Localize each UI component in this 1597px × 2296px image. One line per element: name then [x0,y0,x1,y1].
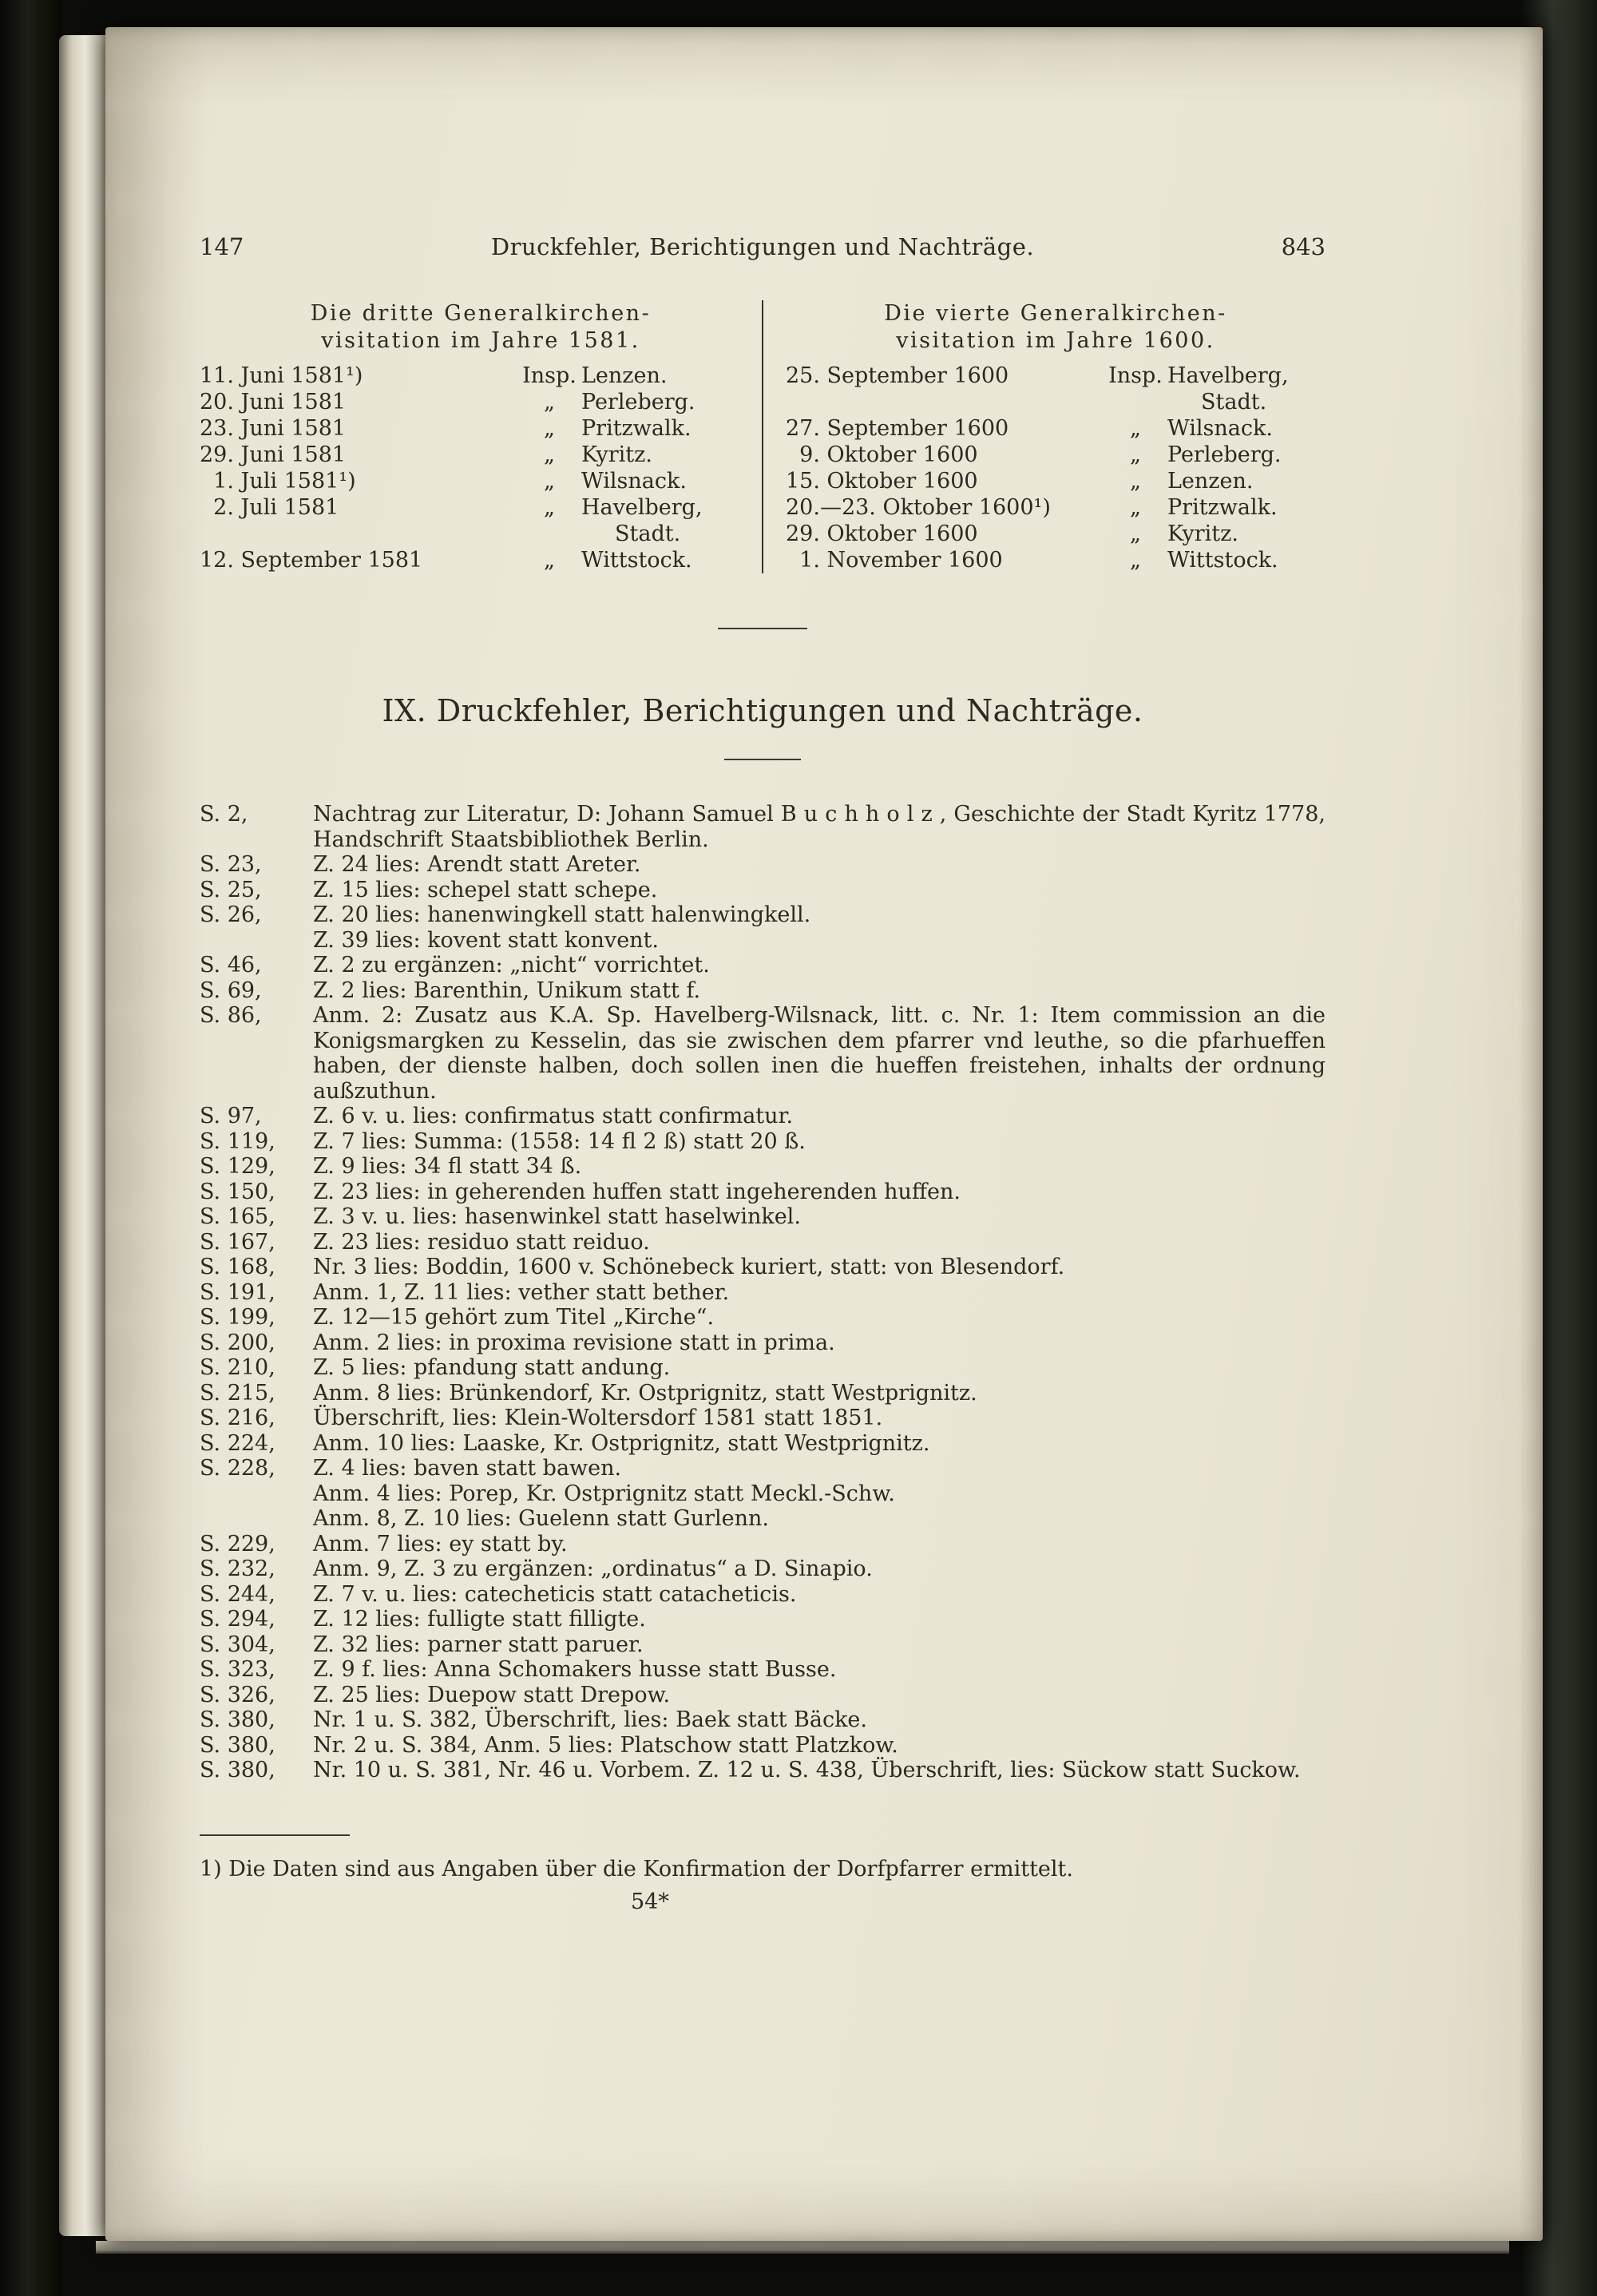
erratum-page-label: S. 380, [200,1707,275,1732]
visitation-title-line1: Die dritte Generalkirchen- [310,301,652,326]
inspection-name: Kyritz. [1167,521,1238,546]
visitation-date: 9. Oktober 1600 [786,442,978,467]
erratum-text: Z. 9 f. lies: Anna Schomakers husse statt Busse. [313,1657,837,1682]
visitation-row [200,363,762,389]
erratum-text: Anm. 9, Z. 3 zu ergänzen: „ordinatus“ a D. Sinapio. [313,1556,873,1581]
erratum-text: Z. 12 lies: fulligte statt filligte. [313,1607,646,1632]
visitation-row [786,547,1326,573]
page-number-right: 843 [1281,233,1326,260]
separator-rule-top [718,628,807,629]
erratum-item [200,1330,1326,1356]
page-stack-edge-bottom [96,2241,1509,2254]
visitation-date: 11. Juni 1581¹) [200,363,363,388]
erratum-page-label: S. 216, [200,1406,275,1430]
erratum-page-label: S. 167, [200,1229,275,1255]
inspection-name-group [581,363,762,389]
inspection-name: Wittstock. [1167,548,1278,573]
page-header [200,233,1326,260]
erratum-text: Nr. 2 u. S. 384, Anm. 5 lies: Platschow statt Platzkow. [313,1732,898,1758]
visitation-date: 1. Juli 1581¹) [200,469,356,494]
erratum-item [200,1180,1326,1205]
inspection-name-group [1167,442,1326,468]
inspection-name: Perleberg. [581,390,695,414]
erratum-item [200,1532,1326,1557]
inspection-name: Lenzen. [581,363,668,388]
erratum-item [200,1556,1326,1582]
inspection-name-group [581,468,762,494]
erratum-text: Anm. 2: Zusatz aus K.A. Sp. Havelberg-Wilsnack, litt. c. Nr. 1: Item commission an die Konigsmargken zu Kesselin, das sie zwischen dem pfarrer vnd leuthe, so die pfarhueffen haben, der dienste halben, doch sollen inen die hueffen freistehen, inhalts der ordnung außzuthun. [313,1003,1326,1104]
erratum-item [200,1230,1326,1255]
inspection-name: Wilsnack. [1167,416,1273,441]
visitation-rows-1600 [786,363,1326,573]
erratum-item [200,802,1326,852]
erratum-item [200,1758,1326,1783]
erratum-item [200,878,1326,903]
erratum-page-label: S. 228, [200,1456,275,1481]
inspection-prefix: „ [544,442,555,467]
erratum-item [200,852,1326,878]
inspection-name-group [1167,494,1326,521]
inspection-name-group [1167,415,1326,442]
erratum-text: Anm. 4 lies: Porep, Kr. Ostprignitz statt Meckl.-Schw. [313,1481,895,1506]
visitation-row [200,468,762,494]
visitation-row [200,547,762,573]
erratum-text: Z. 25 lies: Duepow statt Drepow. [313,1682,671,1707]
inspection-name-group [1167,468,1326,494]
inspection-name: Wilsnack. [581,469,687,494]
inspection-prefix: „ [544,469,555,494]
visitation-date: 23. Juni 1581 [200,416,347,441]
inspection-name-group [1167,547,1326,573]
erratum-item [200,1607,1326,1632]
erratum-text: Z. 24 lies: Arendt statt Areter. [313,852,641,877]
visitation-title-line2: visitation im Jahre 1600. [896,328,1215,353]
visitation-row [786,468,1326,494]
page-number-left: 147 [200,233,244,260]
erratum-text: Anm. 8 lies: Brünkendorf, Kr. Ostprignitz, statt Westprignitz. [313,1380,977,1406]
inspection-prefix: Insp. [522,363,577,388]
erratum-page-label: S. 25, [200,877,262,902]
page-stack-edge-left [59,35,107,2236]
erratum-text: Z. 20 lies: hanenwingkell statt halenwingkell. [313,902,811,927]
visitation-row [200,442,762,468]
erratum-page-label: S. 294, [200,1607,275,1632]
inspection-name-group [581,442,762,468]
inspection-name: Kyritz. [581,442,652,467]
inspection-name-group [581,494,762,547]
erratum-item [200,978,1326,1004]
inspection-name: Havelberg, [581,495,703,520]
erratum-text: Anm. 10 lies: Laaske, Kr. Ostprignitz, statt Westprignitz. [313,1430,930,1456]
inspection-name: Pritzwalk. [581,416,692,441]
visitation-rows-1581 [200,363,762,573]
erratum-text: Z. 2 zu ergänzen: „nicht“ vorrichtet. [313,953,710,977]
erratum-text: Anm. 7 lies: ey statt by. [313,1531,568,1556]
erratum-item [200,1506,1326,1532]
erratum-text: Z. 9 lies: 34 fl statt 34 ß. [313,1154,582,1179]
visitation-date: 27. September 1600 [786,416,1009,441]
erratum-page-label: S. 232, [200,1556,275,1581]
inspection-name-group [1167,521,1326,547]
visitation-row [200,389,762,415]
erratum-page-label: S. 168, [200,1255,275,1279]
erratum-text: Anm. 2 lies: in proxima revisione statt in prima. [313,1330,835,1355]
page-content [200,233,1326,1914]
erratum-page-label: S. 380, [200,1758,275,1782]
erratum-page-label: S. 200, [200,1330,275,1355]
visitation-date: 15. Oktober 1600 [786,469,978,494]
erratum-item [200,1707,1326,1733]
erratum-page-label: S. 326, [200,1682,275,1707]
erratum-text: Z. 23 lies: in geherenden huffen statt ingeherenden huffen. [313,1179,961,1204]
visitation-row [786,521,1326,547]
inspection-prefix: Insp. [1108,363,1163,388]
visitation-title-1581 [200,300,762,355]
visitation-row [200,494,762,547]
erratum-item [200,1154,1326,1180]
erratum-page-label: S. 69, [200,977,262,1003]
erratum-page-label: S. 224, [200,1430,275,1456]
visitation-date: 2. Juli 1581 [200,495,339,520]
erratum-text: Z. 7 lies: Summa: (1558: 14 fl 2 ß) statt 20 ß. [313,1128,806,1154]
erratum-item [200,928,1326,954]
erratum-page-label: S. 129, [200,1154,275,1179]
visitation-title-line1: Die vierte Generalkirchen- [884,301,1227,326]
inspection-name-group [581,415,762,442]
visitation-date: 29. Oktober 1600 [786,521,978,546]
inspection-prefix: „ [1130,495,1141,520]
erratum-text: Z. 7 v. u. lies: catecheticis statt catacheticis. [313,1581,797,1607]
inspection-prefix: „ [1130,521,1141,546]
erratum-page-label: S. 244, [200,1581,275,1607]
erratum-item [200,1280,1326,1306]
inspection-prefix: „ [1130,442,1141,467]
erratum-text: Nachtrag zur Literatur, D: Johann Samuel B u c h h o l z , Geschichte der Stadt Kyritz 1778, Handschrift Staatsbibliothek Berlin. [313,802,1326,852]
visitation-table [200,300,1326,573]
inspection-name: Perleberg. [1167,442,1282,467]
erratum-text: Anm. 8, Z. 10 lies: Guelenn statt Gurlenn. [313,1506,770,1531]
erratum-item [200,1481,1326,1507]
erratum-text: Z. 39 lies: kovent statt konvent. [313,927,659,953]
erratum-text: Anm. 1, Z. 11 lies: vether statt bether. [313,1279,730,1305]
visitation-date: 20. Juni 1581 [200,390,347,414]
book-cover-left [0,0,62,2296]
erratum-item [200,1003,1326,1104]
inspection-name: Wittstock. [581,548,692,573]
erratum-page-label: S. 86, [200,1003,262,1028]
signature-mark: 54* [631,1889,669,1914]
visitation-row [200,415,762,442]
erratum-text: Z. 2 lies: Barenthin, Unikum statt f. [313,977,701,1003]
inspection-prefix: „ [1130,416,1141,441]
erratum-page-label: S. 2, [200,802,248,827]
inspection-name-group [581,547,762,573]
inspection-prefix: „ [544,416,555,441]
running-title: Druckfehler, Berichtigungen und Nachträge. [490,233,1035,260]
erratum-page-label: S. 191, [200,1279,275,1305]
visitation-row [786,415,1326,442]
erratum-item [200,1582,1326,1608]
inspection-prefix: „ [544,548,555,573]
erratum-text: Z. 6 v. u. lies: confirmatus statt confirmatur. [313,1104,794,1128]
inspection-name-line2: Stadt. [1201,390,1267,414]
erratum-text: Nr. 10 u. S. 381, Nr. 46 u. Vorbem. Z. 12 u. S. 438, Überschrift, lies: Sückow statt Suckow. [313,1758,1301,1782]
erratum-page-label: S. 323, [200,1657,275,1682]
visitation-date: 25. September 1600 [786,363,1009,388]
erratum-text: Z. 32 lies: parner statt paruer. [313,1632,644,1657]
erratum-item [200,1305,1326,1330]
visitation-column-1600 [763,300,1326,573]
separator-rule-bottom [724,759,801,760]
erratum-item [200,1104,1326,1129]
erratum-page-label: S. 380, [200,1732,275,1758]
footnote: 1) Die Daten sind aus Angaben über die Konfirmation der Dorfpfarrer ermittelt. [200,1856,1073,1882]
erratum-item [200,902,1326,928]
inspection-name-group [1167,363,1326,415]
erratum-page-label: S. 23, [200,852,262,877]
visitation-title-1600 [786,300,1326,355]
erratum-item [200,1381,1326,1406]
footnote-rule [200,1834,350,1836]
erratum-page-label: S. 210, [200,1355,275,1380]
erratum-text: Z. 23 lies: residuo statt reiduo. [313,1229,650,1255]
erratum-item [200,1683,1326,1708]
inspection-prefix: „ [1130,548,1141,573]
erratum-page-label: S. 26, [200,902,262,927]
erratum-page-label: S. 150, [200,1179,275,1204]
erratum-page-label: S. 229, [200,1531,275,1556]
visitation-date: 12. September 1581 [200,548,423,573]
inspection-prefix: „ [544,495,555,520]
erratum-item [200,1431,1326,1457]
visitation-date: 20.—23. Oktober 1600¹) [786,495,1051,520]
erratum-item [200,953,1326,978]
book-page [105,27,1543,2241]
inspection-name: Havelberg, [1167,363,1289,388]
erratum-text: Nr. 3 lies: Boddin, 1600 v. Schönebeck kuriert, statt: von Blesendorf. [313,1255,1065,1279]
erratum-item [200,1255,1326,1280]
erratum-text: Z. 4 lies: baven statt bawen. [313,1456,622,1481]
erratum-text: Z. 12—15 gehört zum Titel „Kirche“. [313,1305,715,1330]
inspection-prefix: „ [544,390,555,414]
erratum-text: Nr. 1 u. S. 382, Überschrift, lies: Baek statt Bäcke. [313,1707,867,1732]
inspection-prefix: „ [1130,469,1141,494]
inspection-name: Lenzen. [1167,469,1254,494]
visitation-date: 29. Juni 1581 [200,442,347,467]
erratum-text: Z. 3 v. u. lies: hasenwinkel statt haselwinkel. [313,1204,801,1229]
visitation-row [786,442,1326,468]
errata-list [200,802,1326,1783]
erratum-item [200,1406,1326,1431]
inspection-name-group [581,389,762,415]
erratum-page-label: S. 304, [200,1632,275,1657]
visitation-row [786,494,1326,521]
erratum-item [200,1632,1326,1658]
erratum-page-label: S. 97, [200,1104,262,1128]
erratum-text: Z. 15 lies: schepel statt schepe. [313,877,658,902]
erratum-item [200,1456,1326,1481]
visitation-row [786,363,1326,415]
visitation-title-line2: visitation im Jahre 1581. [321,328,640,353]
section-heading: IX. Druckfehler, Berichtigungen und Nachträge. [382,693,1143,728]
erratum-item [200,1204,1326,1230]
inspection-name-line2: Stadt. [615,521,681,546]
inspection-name: Pritzwalk. [1167,495,1278,520]
erratum-page-label: S. 46, [200,953,262,977]
erratum-page-label: S. 215, [200,1380,275,1406]
erratum-item [200,1355,1326,1381]
erratum-item [200,1129,1326,1155]
erratum-page-label: S. 165, [200,1204,275,1229]
visitation-column-1581 [200,300,762,573]
erratum-page-label: S. 119, [200,1128,275,1154]
visitation-date: 1. November 1600 [786,548,1003,573]
erratum-text: Z. 5 lies: pfandung statt andung. [313,1355,671,1380]
erratum-item [200,1733,1326,1759]
erratum-item [200,1657,1326,1683]
erratum-page-label: S. 199, [200,1305,275,1330]
erratum-text: Überschrift, lies: Klein-Woltersdorf 1581 statt 1851. [313,1406,883,1430]
